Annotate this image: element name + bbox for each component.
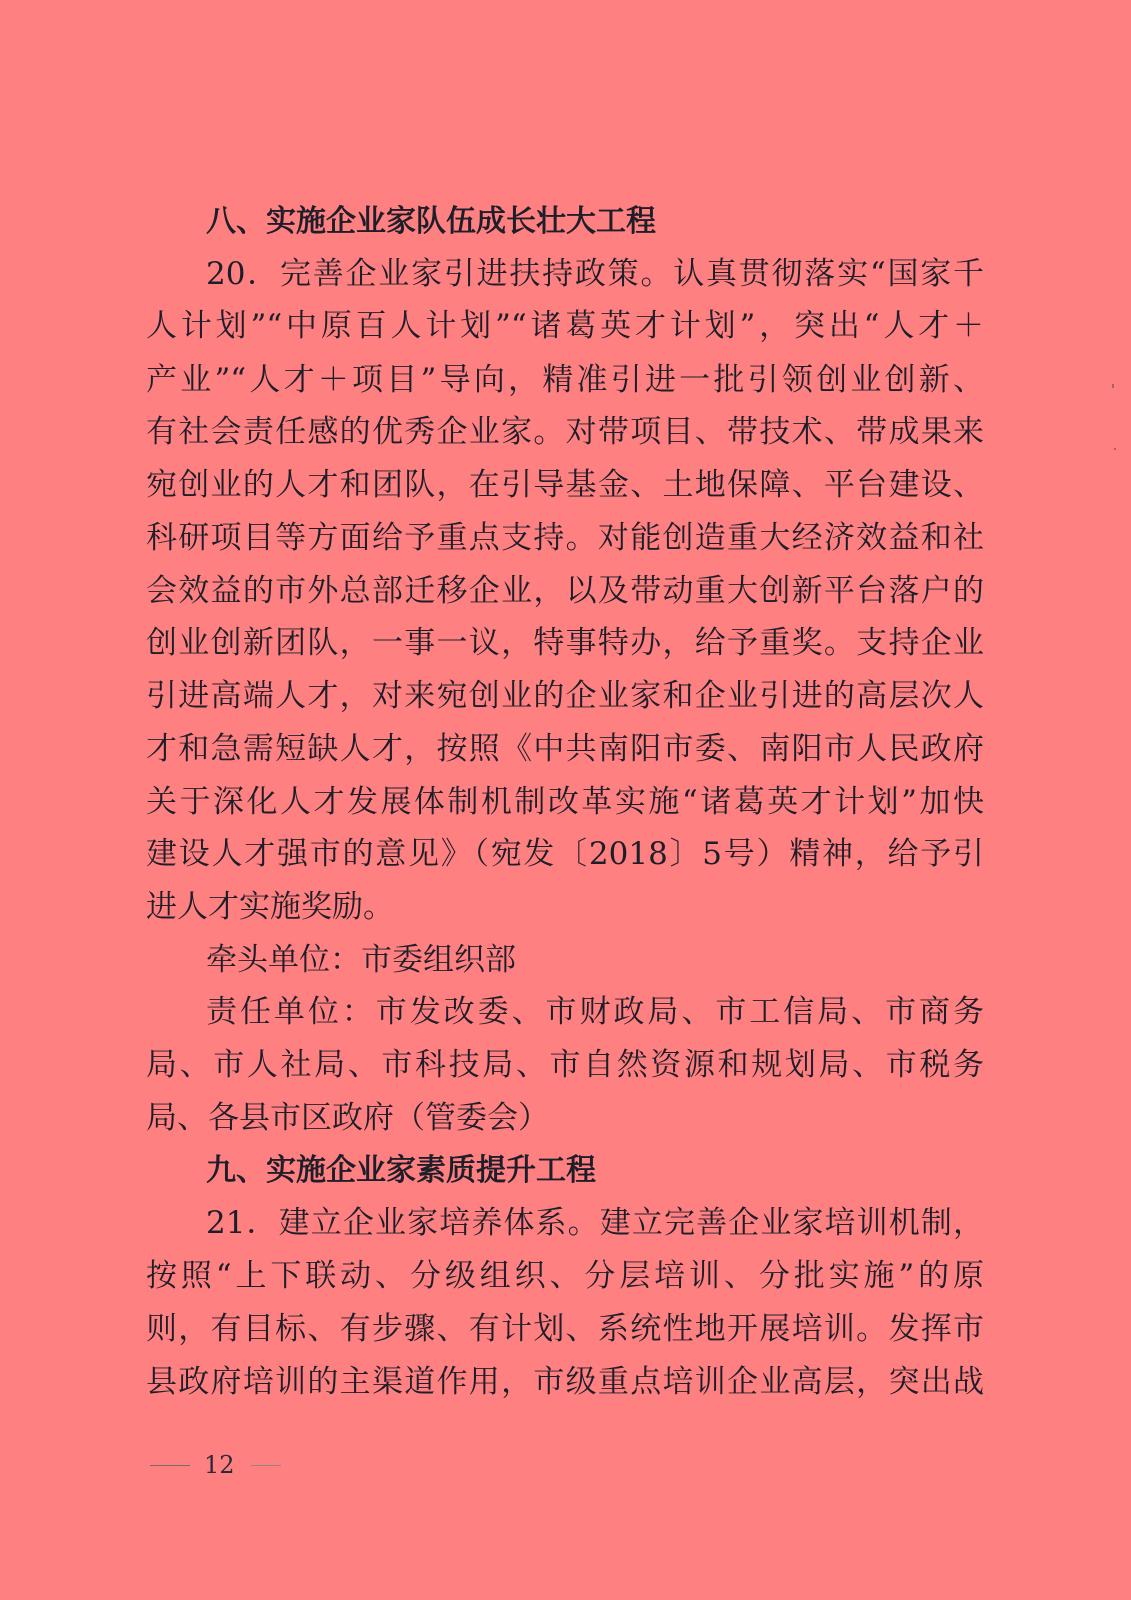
paragraph-line: 有社会责任感的优秀企业家。对带项目、带技术、带成果来 <box>146 414 984 450</box>
lead-unit: 牵头单位：市委组织部 <box>206 942 516 978</box>
footer-dash-right <box>251 1465 281 1466</box>
paragraph-line: 关于深化人才发展体制机制改革实施“诸葛英才计划”加快 <box>146 784 984 820</box>
responsible-units-line: 局、各县市区政府（管委会） <box>146 1100 549 1136</box>
paragraph-line: 科研项目等方面给予重点支持。对能创造重大经济效益和社 <box>146 520 984 556</box>
section-heading-8: 八、实施企业家队伍成长壮大工程 <box>206 204 656 239</box>
section-heading-9: 九、实施企业家素质提升工程 <box>206 1153 596 1188</box>
paragraph-line: 宛创业的人才和团队，在引导基金、土地保障、平台建设、 <box>146 467 984 503</box>
paragraph-line: 才和急需短缺人才，按照《中共南阳市委、南阳市人民政府 <box>146 731 984 767</box>
scan-speck <box>1114 448 1116 450</box>
paragraph-line: 会效益的市外总部迁移企业，以及带动重大创新平台落户的 <box>146 573 984 609</box>
paragraph-line: 21．建立企业家培养体系。建立完善企业家培训机制， <box>206 1205 984 1241</box>
scan-speck <box>1112 384 1114 388</box>
paragraph-line: 按照“上下联动、分级组织、分层培训、分批实施”的原 <box>146 1258 984 1294</box>
page-number: 12 <box>204 1451 235 1479</box>
responsible-units-line: 责任单位：市发改委、市财政局、市工信局、市商务 <box>206 994 984 1030</box>
paragraph-line: 建设人才强市的意见》（宛发〔2018〕5号）精神，给予引 <box>146 836 984 872</box>
paragraph-line: 创业创新团队，一事一议，特事特办，给予重奖。支持企业 <box>146 625 984 661</box>
responsible-units-line: 局、市人社局、市科技局、市自然资源和规划局、市税务 <box>146 1047 984 1083</box>
paragraph-line: 进人才实施奖励。 <box>146 889 394 925</box>
paragraph-line: 县政府培训的主渠道作用，市级重点培训企业高层，突出战 <box>146 1364 984 1400</box>
page-footer <box>150 1445 281 1485</box>
paragraph-line: 引进高端人才，对来宛创业的企业家和企业引进的高层次人 <box>146 678 984 714</box>
paragraph-line: 产业”“人才＋项目”导向，精准引进一批引领创业创新、 <box>146 362 984 398</box>
paragraph-line: 人计划”“中原百人计划”“诸葛英才计划”，突出“人才＋ <box>146 308 984 344</box>
footer-dash-left <box>150 1465 190 1466</box>
paragraph-line: 则，有目标、有步骤、有计划、系统性地开展培训。发挥市 <box>146 1311 984 1347</box>
paragraph-line: 20．完善企业家引进扶持政策。认真贯彻落实“国家千 <box>206 256 984 292</box>
